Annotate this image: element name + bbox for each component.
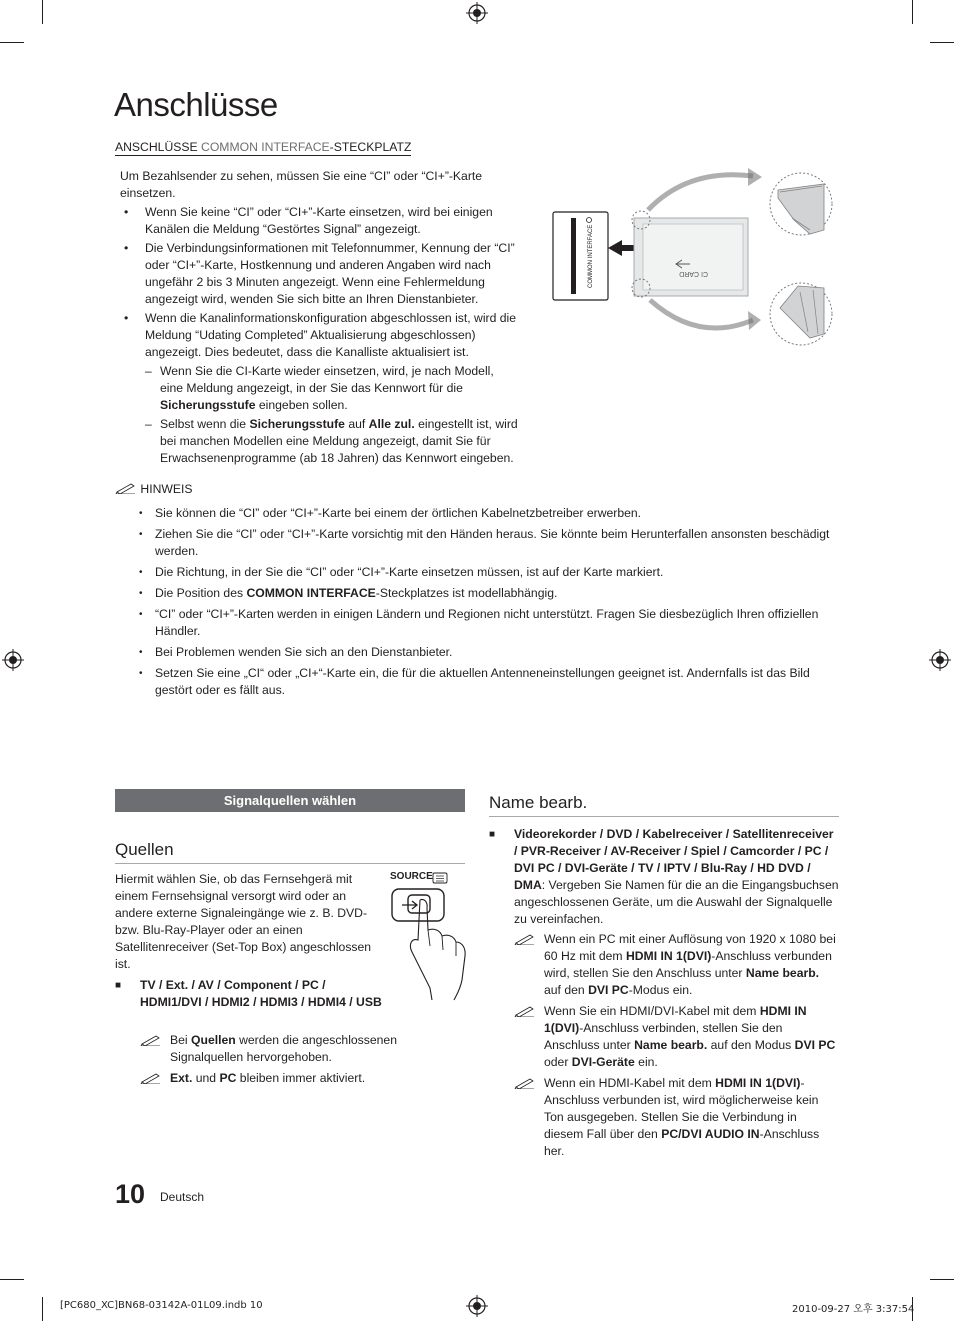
list-item-text: Ziehen Sie die “CI” oder “CI+”-Karte vorsichtig mit den Händen heraus. Sie könnte beim Herunterfallen ansonsten beschädigt werden.	[155, 527, 830, 558]
source-button-icon	[433, 873, 447, 883]
list-item: • Sie können die “CI” oder “CI+”-Karte bei einem der örtlichen Kabelnetzbetreiber erwerben.	[139, 506, 642, 520]
text-run: -Modus ein.	[628, 983, 693, 997]
text-run: Videorekorder / DVD / Kabelreceiver / Satellitenreceiver / PVR-Receiver / AV-Receiver / Spiel / Camcorder / PC / DVI PC / DVI-Geräte / TV / IPTV / Blu-Ray / HD DVD / DMA	[514, 827, 834, 892]
crop-mark	[930, 1279, 954, 1280]
remote-hand-illustration	[390, 870, 470, 1002]
list-item-text: Wenn Sie keine “CI” oder “CI+”-Karte einsetzen, wird bei einigen Kanälen die Meldung “Gestörtes Signal” angezeigt.	[145, 205, 493, 236]
ci-dash-list	[115, 363, 520, 469]
text-run: COMMON INTERFACE	[246, 586, 376, 600]
text-run: -Anschluss verbunden ist, wird möglicherweise kein Ton ausgegeben. Stellen Sie die Verbindung in diesem Fall über den	[544, 1076, 819, 1141]
list-item: • “CI” oder “CI+”-Karten werden in einigen Ländern und Regionen nicht unterstützt. Fragen Sie diesbezüglich Ihren offiziellen Händler.	[139, 607, 819, 638]
text-run: DVI PC	[588, 983, 629, 997]
sources-text: TV / Ext. / AV / Component / PC / HDMI1/DVI / HDMI2 / HDMI3 / HDMI4 / USB	[140, 978, 382, 1009]
insert-arrow-icon	[608, 240, 636, 256]
text-run: eingeben sollen.	[255, 398, 348, 412]
text-run: : Vergeben Sie Namen für die an die Eingangsbuchsen angeschlossenen Geräte, um die Auswahl der Signalquelle zu vereinfachen.	[514, 878, 839, 926]
section-heading-part: -STECKPLATZ	[329, 140, 412, 154]
square-bullet-icon: ■	[115, 980, 122, 991]
text-run: HDMI IN 1(DVI)	[715, 1076, 801, 1090]
text-run: eingestellt ist, wird bei manchen Modellen eine Meldung angezeigt, damit Sie für Erwachsenenprogramme (ab 18 Jahren) das Kennwort eingeben.	[160, 417, 518, 465]
pencil-note-icon	[514, 933, 536, 945]
hinweis-list	[115, 505, 840, 703]
quellen-text: Hiermit wählen Sie, ob das Fernsehgerä mit einem Fernsehsignal versorgt wird oder an andere externe Signaleingänge wie z. B. DVD- bzw. Blu-Ray-Player oder an einen Satellitenreceiver (Set-Top Box) angeschlossen ist.	[115, 872, 372, 971]
registration-mark-icon	[929, 649, 951, 671]
footer-timestamp: 2010-09-27 오후 3:37:54	[792, 1304, 915, 1315]
card-label: CI CARD	[679, 270, 708, 277]
text-run: -Anschluss verbunden wird, stellen Sie den Anschluss unter	[544, 949, 832, 980]
list-item: – Wenn Sie die CI-Karte wieder einsetzen, wird, je nach Modell, eine Meldung angezeigt, in der Sie das Kennwort für die Sicherungsstufe eingeben sollen.	[145, 364, 494, 412]
text-run: Selbst wenn die	[160, 417, 250, 431]
text-run: Bei	[170, 1033, 192, 1047]
text-run: auf den	[544, 983, 589, 997]
pencil-note-icon	[140, 1034, 162, 1046]
text-run: Wenn Sie ein HDMI/DVI-Kabel mit dem	[544, 1004, 760, 1018]
footer-file: [PC680_XC]BN68-03142A-01L09.indb 10	[60, 1300, 263, 1311]
text-run: werden die angeschlossenen Signalquellen hervorgehoben.	[170, 1033, 397, 1064]
hinweis-label: HINWEIS	[140, 482, 193, 496]
section-heading-part: ANSCHLÜSSE	[115, 140, 202, 154]
registration-mark-icon	[466, 2, 488, 24]
text-run: auf	[344, 417, 369, 431]
pencil-note-icon	[140, 1072, 162, 1084]
text-run: oder	[544, 1055, 572, 1069]
crop-mark	[42, 0, 43, 24]
page-number: 10	[115, 1179, 146, 1209]
ci-intro: Um Bezahlsender zu sehen, müssen Sie eine “CI” oder “CI+”-Karte einsetzen.	[120, 169, 483, 200]
list-item: • Die Position des COMMON INTERFACE-Steckplatzes ist modellabhängig.	[139, 586, 558, 600]
text-run: Name bearb.	[634, 1038, 708, 1052]
list-item: • Die Richtung, in der Sie die “CI” oder “CI+”-Karte einsetzen müssen, ist auf der Karte markiert.	[139, 565, 664, 579]
pencil-note-icon	[514, 1005, 536, 1017]
list-item-text: Setzen Sie eine „CI“ oder „CI+“-Karte ein, die für die aktuellen Antenneneinstellungen geeignet ist. Andernfalls ist das Bild gestört oder es fällt aus.	[155, 666, 810, 697]
text-run: Wenn ein PC mit einer Auflösung von 1920 x 1080 bei 60 Hz mit dem	[544, 932, 836, 963]
pencil-note-icon	[514, 1077, 536, 1089]
slot-frame	[553, 212, 608, 300]
name-bearb-notes	[514, 931, 839, 1160]
pencil-note-icon	[115, 482, 137, 494]
crop-mark	[0, 1279, 24, 1280]
text-run: PC	[219, 1071, 237, 1085]
section-heading-part: COMMON INTERFACE	[201, 140, 330, 154]
list-item-text: “CI” oder “CI+”-Karten werden in einigen Ländern und Regionen nicht unterstützt. Fragen Sie diesbezüglich Ihren offiziellen Händler.	[155, 607, 819, 638]
section-bar: Signalquellen wählen	[115, 789, 465, 812]
sources-list-item	[115, 977, 385, 1011]
text-run: Die Position des	[155, 586, 247, 600]
list-item: • Setzen Sie eine „CI“ oder „CI+“-Karte ein, die für die aktuellen Antenneneinstellungen geeignet ist. Andernfalls ist das Bild gestört oder es fällt aus.	[139, 666, 810, 697]
name-bearb-item	[489, 826, 839, 928]
page-title: Anschlüsse	[114, 86, 278, 123]
text-run: auf den Modus	[707, 1038, 795, 1052]
text-run: -Anschluss verbinden, stellen Sie den Anschluss unter	[544, 1021, 783, 1052]
crop-mark	[0, 42, 24, 43]
text-run: und	[192, 1071, 220, 1085]
square-bullet-icon: ■	[489, 829, 496, 840]
text-run: PC/DVI AUDIO IN	[661, 1127, 760, 1141]
text-run: Quellen	[191, 1033, 236, 1047]
registration-mark-icon	[2, 649, 24, 671]
note-item	[514, 1003, 839, 1071]
quellen-heading: Quellen	[115, 840, 465, 864]
text-run: bleiben immer aktiviert.	[236, 1071, 366, 1085]
name-bearb-heading: Name bearb.	[489, 793, 839, 817]
registration-mark-icon	[466, 1295, 488, 1317]
hinweis-heading	[115, 482, 193, 496]
ci-card-illustration	[548, 168, 838, 352]
source-label-text: SOURCE	[390, 871, 433, 882]
crop-mark	[930, 42, 954, 43]
list-item-text: Sie können die “CI” oder “CI+”-Karte bei einem der örtlichen Kabelnetzbetreiber erwerben.	[155, 506, 642, 520]
slot-label: COMMON INTERFACE	[588, 224, 594, 288]
text-run: HDMI IN 1(DVI)	[544, 1004, 807, 1035]
text-run: Sicherungsstufe	[249, 417, 345, 431]
text-run: HDMI IN 1(DVI)	[625, 949, 712, 963]
text-run: -Anschluss her.	[544, 1127, 820, 1158]
note-item	[140, 1070, 430, 1087]
quellen-notes	[140, 1032, 430, 1087]
list-item: • Wenn Sie keine “CI” oder “CI+”-Karte einsetzen, wird bei einigen Kanälen die Meldung “Gestörtes Signal” angezeigt.	[124, 205, 493, 236]
text-run: ein.	[634, 1055, 658, 1069]
page-language: Deutsch	[160, 1190, 205, 1204]
slot-opening	[571, 218, 576, 294]
text-run: Ext.	[170, 1071, 193, 1085]
list-item-text: Die Verbindungsinformationen mit Telefonnummer, Kennung der “CI” oder “CI+”-Karte, Hostkennung und anderen Angaben wird nach ungefähr 2 bis 3 Minuten angezeigt. Wenn eine Fehlermeldung angezeigt wird, wenden Sie sich bitte an Ihren Dienstanbieter.	[145, 241, 515, 306]
text-run: DVI PC	[794, 1038, 836, 1052]
crop-mark	[42, 1297, 43, 1321]
text-run: -Steckplatzes ist modellabhängig.	[375, 586, 558, 600]
ci-bullet-list	[115, 204, 520, 363]
list-item: • Ziehen Sie die “CI” oder “CI+”-Karte vorsichtig mit den Händen heraus. Sie könnte beim Herunterfallen ansonsten beschädigt werden.	[139, 527, 830, 558]
list-item: • Die Verbindungsinformationen mit Telefonnummer, Kennung der “CI” oder “CI+”-Karte, Hostkennung und anderen Angaben wird nach ungefähr 2 bis 3 Minuten angezeigt. Wenn eine Fehlermeldung angezeigt wird, wenden Sie sich bitte an Ihren Dienstanbieter.	[124, 241, 515, 306]
text-run: DVI-Geräte	[571, 1055, 635, 1069]
text-run: Wenn Sie die CI-Karte wieder einsetzen, wird, je nach Modell, eine Meldung angezeigt, in der Sie das Kennwort für die	[160, 364, 494, 395]
list-item: • Wenn die Kanalinformationskonfiguration abgeschlossen ist, wird die Meldung “Udating Completed” Aktualisierung abgeschlossen) angezeigt. Dies bedeutet, dass die Kanalliste aktualisiert ist.	[124, 311, 517, 359]
note-item	[514, 1075, 839, 1160]
text-run: Alle zul.	[368, 417, 415, 431]
list-item-text: Bei Problemen wenden Sie sich an den Dienstanbieter.	[155, 645, 453, 659]
text-run: Name bearb.	[745, 966, 820, 980]
list-item: – Selbst wenn die Sicherungsstufe auf Alle zul. eingestellt ist, wird bei manchen Modellen eine Meldung angezeigt, damit Sie für Erwachsenenprogramme (ab 18 Jahren) das Kennwort eingeben.	[145, 417, 518, 465]
text-run: Wenn ein HDMI-Kabel mit dem	[544, 1076, 716, 1090]
section-heading	[115, 140, 411, 156]
text-run: Sicherungsstufe	[160, 398, 256, 412]
crop-mark	[912, 0, 913, 24]
note-item	[514, 931, 839, 999]
list-item-text: Wenn die Kanalinformationskonfiguration abgeschlossen ist, wird die Meldung “Udating Completed” Aktualisierung abgeschlossen) angezeigt. Dies bedeutet, dass die Kanalliste aktualisiert ist.	[145, 311, 517, 359]
note-item	[140, 1032, 430, 1066]
list-item: • Bei Problemen wenden Sie sich an den Dienstanbieter.	[139, 645, 453, 659]
list-item-text: Die Richtung, in der Sie die “CI” oder “CI+”-Karte einsetzen müssen, ist auf der Karte markiert.	[155, 565, 664, 579]
